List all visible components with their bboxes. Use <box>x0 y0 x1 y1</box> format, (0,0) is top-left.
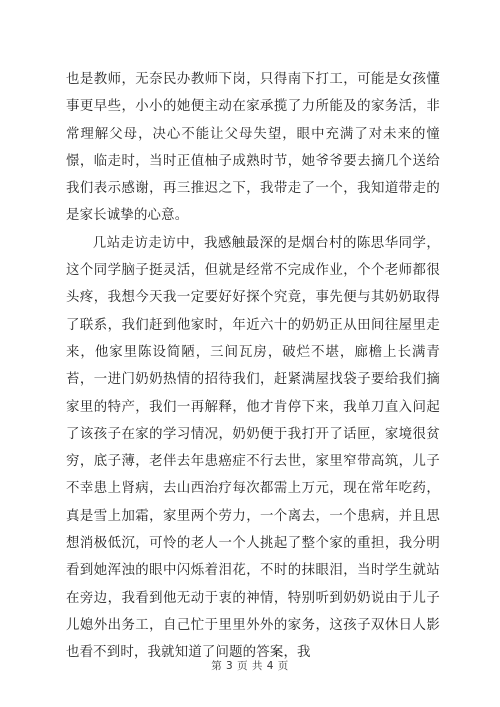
paragraph-2: 几站走访走访中，我感触最深的是烟台村的陈思华同学，这个同学脑子挺灵活，但就是经常不完成作业，个个老师都很头疼，我想今天我一定要好好探个究竟，事先便与其奶奶取得了联系，我们赶到他家时，年近六十的奶奶正从田间往屋里走来，他家里陈设简陋，三间瓦房，破烂不堪，廊檐上长满青苔，一进门奶奶热情的招待我们，赶紧满屋找袋子要给我们摘家里的特产，我们一再解释，他才肯停下来，我单刀直入问起了该孩子在家的学习情况，奶奶便于我打开了话匣，家境很贫穷，底子薄，老伴去年患癌症不行去世，家里窄带高筑，儿子不幸患上肾病，去山西治疗每次都需上万元，现在常年吃药，真是雪上加霜，家里两个劳力，一个离去，一个患病，并且思想消极低沉，可怜的老人一个人挑起了整个家的重担，我分明看到她浑浊的眼中闪烁着泪花，不时的抹眼泪，当时学生就站在旁边，我看到他无动于衷的神情，特别听到奶奶说由于儿子儿媳外出务工，自己忙于里里外外的家务，这孩子双休日人影也看不到时，我就知道了问题的答案，我 <box>66 235 440 661</box>
paragraph-1: 也是教师，无奈民办教师下岗，只得南下打工，可能是女孩懂事更早些，小小的她便主动在家承揽了力所能及的家务活，非常理解父母，决心不能让父母失望，眼中充满了对未来的憧憬，临走时，当时正值柚子成熟时节，她爷爷要去摘几个送给我们表示感谢，再三推迟之下，我带走了一个，我知道带走的是家长诚挚的心意。 <box>66 72 440 224</box>
page-footer: 第 3 页 共 4 页 <box>211 660 289 672</box>
body-text <box>66 66 440 667</box>
